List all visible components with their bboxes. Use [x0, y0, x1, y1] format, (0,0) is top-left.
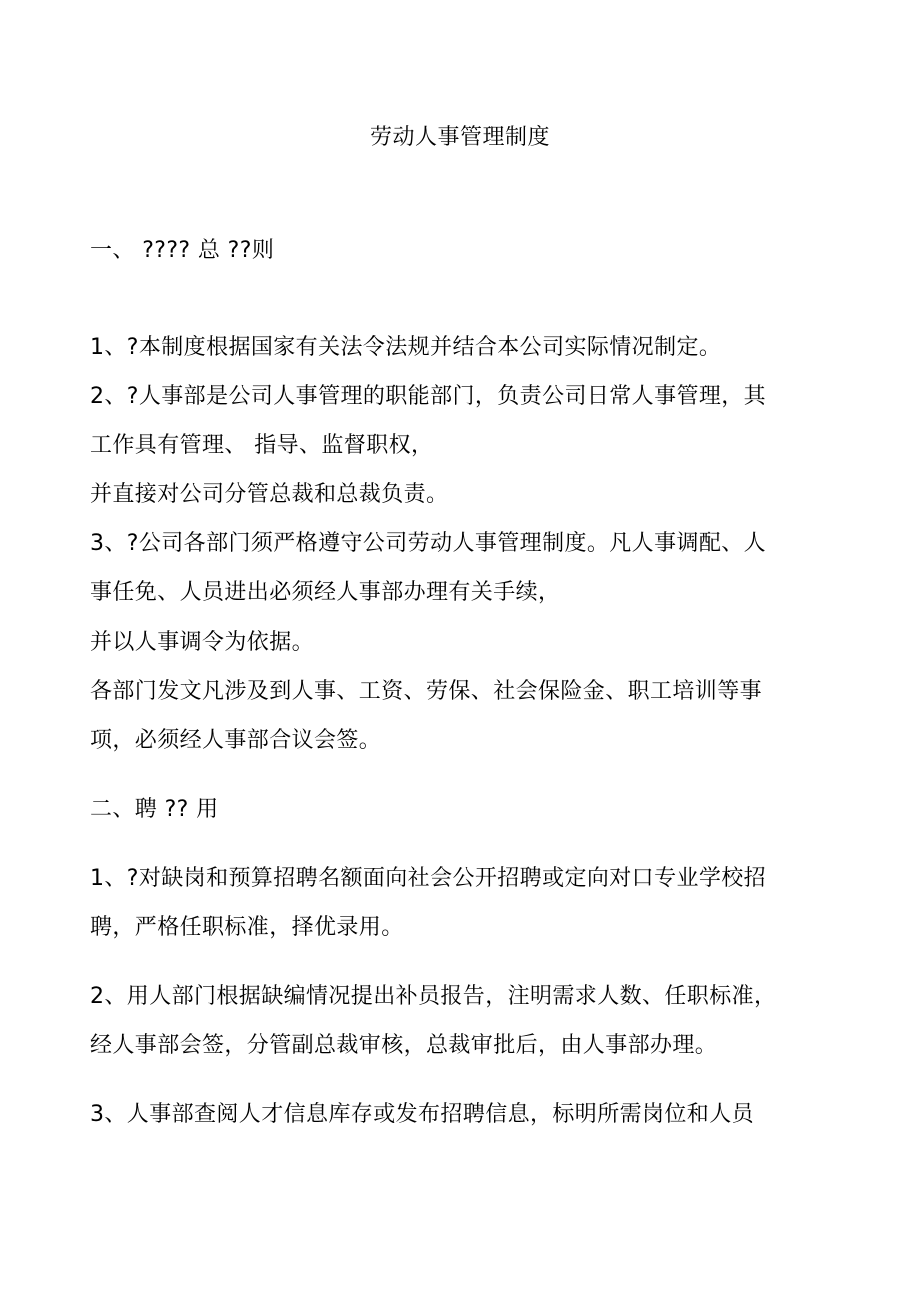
paragraph-line: 项，必须经人事部合议会签。 [90, 728, 382, 753]
paragraph-line: 2、?人事部是公司人事管理的职能部门，负责公司日常人事管理，其 [90, 384, 767, 409]
paragraph-line: 聘，严格任职标准，择优录用。 [90, 915, 404, 940]
paragraph-line: 各部门发文凡涉及到人事、工资、劳保、社会保险金、职工培训等事 [90, 679, 763, 704]
paragraph-line: 经人事部会签，分管副总裁审核，总裁审批后，由人事部办理。 [90, 1033, 718, 1058]
section-heading-recruitment: 二、聘 ?? 用 [90, 797, 219, 822]
section-heading-general: 一、 ???? 总 ??则 [90, 238, 275, 263]
paragraph-line: 事任免、人员进出必须经人事部办理有关手续， [90, 580, 561, 605]
paragraph-line: 3、人事部查阅人才信息库存或发布招聘信息，标明所需岗位和人员 [90, 1102, 754, 1127]
paragraph-line: 2、用人部门根据缺编情况提出补员报告，注明需求人数、任职标准， [90, 984, 777, 1009]
paragraph-line: 并直接对公司分管总裁和总裁负责。 [90, 482, 449, 507]
document-title: 劳动人事管理制度 [369, 125, 550, 150]
paragraph-line: 1、?本制度根据国家有关法令法规并结合本公司实际情况制定。 [90, 335, 722, 360]
paragraph-line: 3、?公司各部门须严格遵守公司劳动人事管理制度。凡人事调配、人 [90, 531, 767, 556]
paragraph-line: 并以人事调令为依据。 [90, 630, 315, 655]
paragraph-line: 1、?对缺岗和预算招聘名额面向社会公开招聘或定向对口专业学校招 [90, 866, 767, 891]
paragraph-line: 工作具有管理、 指导、监督职权， [90, 433, 434, 458]
